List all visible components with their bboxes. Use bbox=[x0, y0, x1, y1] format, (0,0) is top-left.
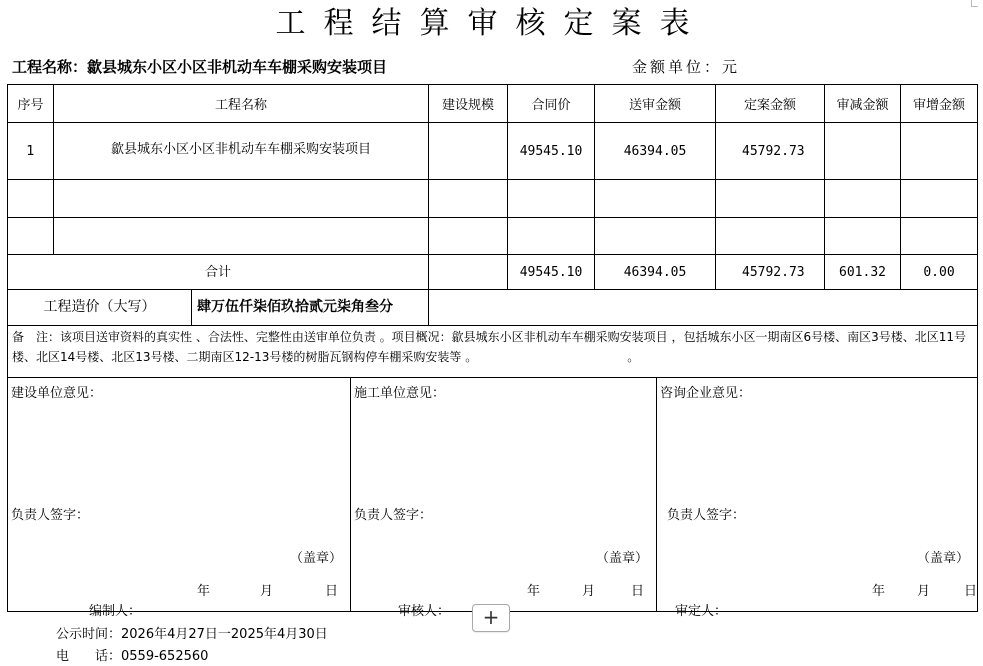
owner-date-day: 日 bbox=[324, 584, 338, 599]
row-reduced-amount bbox=[825, 218, 901, 255]
header-reduced-amount: 审减金额 bbox=[825, 85, 901, 123]
total-increased-amount: 0.00 bbox=[901, 255, 978, 290]
consultant-seal-label: （盖章） bbox=[916, 551, 969, 566]
amount-in-words-row bbox=[8, 290, 978, 326]
contractor-date-day: 日 bbox=[630, 584, 644, 599]
header-index: 序号 bbox=[8, 85, 54, 123]
compiler-label: 编制人： bbox=[89, 604, 142, 619]
row-reduced-amount bbox=[825, 123, 901, 180]
table-row bbox=[8, 123, 978, 180]
header-increased-amount: 审增金额 bbox=[901, 85, 978, 123]
row-scale bbox=[429, 218, 508, 255]
row-index bbox=[8, 218, 54, 255]
contractor-signature-label: 负责人签字： bbox=[354, 508, 433, 523]
owner-signature-label: 负责人签字： bbox=[11, 508, 90, 523]
settlement-table bbox=[7, 84, 978, 612]
table-row bbox=[8, 218, 978, 255]
notes-row bbox=[8, 326, 978, 378]
project-name-label: 工程名称：歙县城东小区小区非机动车车棚采购安装项目 bbox=[12, 58, 388, 76]
header-scale: 建设规模 bbox=[429, 85, 508, 123]
total-label: 合计 bbox=[8, 255, 429, 290]
consultant-signature-label: 负责人签字： bbox=[667, 508, 746, 523]
amount-unit-label: 金额单位：元 bbox=[632, 58, 741, 76]
notes-text: 备 注：该项目送审资料的真实性 、合法性、完整性由送审单位负责 。项目概况：歙县城东小区非机动车车棚采购安装项目 ，包括城东小区一期南区6号楼、南区3号楼、北区11号楼、北区14号楼、北区13号楼、二期南区12-13号楼的树脂瓦钢构停车棚采购安装等 。 。 bbox=[8, 326, 978, 378]
contractor-opinion-title: 施工单位意见： bbox=[354, 386, 446, 401]
consultant-date-year: 年 bbox=[871, 584, 885, 599]
contractor-seal-label: （盖章） bbox=[595, 551, 648, 566]
row-approved-amount: 45792.73 bbox=[716, 123, 825, 180]
consultant-date-month: 月 bbox=[916, 584, 930, 599]
row-reduced-amount bbox=[825, 180, 901, 218]
owner-date bbox=[197, 580, 338, 599]
owner-date-month: 月 bbox=[259, 584, 273, 599]
row-increased-amount bbox=[901, 218, 978, 255]
consultant-opinion-section bbox=[657, 378, 977, 611]
consultant-opinion-title: 咨询企业意见： bbox=[660, 386, 752, 401]
row-contract-price: 49545.10 bbox=[508, 123, 595, 180]
page-corner-mark bbox=[971, 0, 978, 7]
amount-in-words-empty bbox=[429, 290, 978, 326]
row-increased-amount bbox=[901, 180, 978, 218]
header-submitted-amount: 送审金额 bbox=[595, 85, 716, 123]
table-header-row bbox=[8, 85, 978, 123]
row-increased-amount bbox=[901, 123, 978, 180]
total-row bbox=[8, 255, 978, 290]
add-reviewer-button[interactable] bbox=[472, 604, 510, 632]
row-submitted-amount bbox=[595, 218, 716, 255]
phone-number: 电 话：0559-652560 bbox=[56, 649, 209, 664]
plus-icon: + bbox=[482, 605, 500, 629]
total-submitted-amount: 46394.05 bbox=[595, 255, 716, 290]
owner-seal-label: （盖章） bbox=[289, 551, 342, 566]
row-scale bbox=[429, 180, 508, 218]
row-index: 1 bbox=[8, 123, 54, 180]
header-contract-price: 合同价 bbox=[508, 85, 595, 123]
amount-in-words-value: 肆万伍仟柒佰玖拾贰元柒角叁分 bbox=[197, 299, 393, 315]
total-contract-price: 49545.10 bbox=[508, 255, 595, 290]
contractor-date-month: 月 bbox=[581, 584, 595, 599]
row-contract-price bbox=[508, 180, 595, 218]
table-row bbox=[8, 180, 978, 218]
total-reduced-amount: 601.32 bbox=[825, 255, 901, 290]
row-contract-price bbox=[508, 218, 595, 255]
total-approved-amount: 45792.73 bbox=[716, 255, 825, 290]
row-submitted-amount: 46394.05 bbox=[595, 123, 716, 180]
consultant-date-day: 日 bbox=[963, 584, 977, 599]
amount-in-words-label bbox=[8, 290, 429, 326]
contractor-date bbox=[527, 580, 644, 599]
total-scale bbox=[429, 255, 508, 290]
owner-opinion-section bbox=[8, 378, 351, 611]
row-project-name bbox=[54, 218, 429, 255]
header-project-name: 工程名称 bbox=[54, 85, 429, 123]
row-scale bbox=[429, 123, 508, 180]
row-approved-amount bbox=[716, 180, 825, 218]
reviewer-label: 审核人： bbox=[398, 604, 451, 619]
consultant-date bbox=[872, 580, 977, 599]
contractor-date-year: 年 bbox=[526, 584, 540, 599]
contractor-opinion-section bbox=[351, 378, 657, 611]
row-project-name bbox=[54, 180, 429, 218]
row-index bbox=[8, 180, 54, 218]
owner-opinion-title: 建设单位意见： bbox=[11, 386, 103, 401]
header-approved-amount: 定案金额 bbox=[716, 85, 825, 123]
page-title: 工程结算审核定案表 bbox=[275, 6, 708, 41]
approver-label: 审定人： bbox=[675, 604, 728, 619]
opinions-row bbox=[8, 378, 978, 612]
row-approved-amount bbox=[716, 218, 825, 255]
publicity-period: 公示时间：2026年4月27日一2025年4月30日 bbox=[56, 627, 328, 642]
amount-in-words-label-text: 工程造价（大写） bbox=[8, 290, 192, 325]
row-project-name: 歙县城东小区小区非机动车车棚采购安装项目 bbox=[54, 123, 429, 180]
row-submitted-amount bbox=[595, 180, 716, 218]
owner-date-year: 年 bbox=[196, 584, 210, 599]
